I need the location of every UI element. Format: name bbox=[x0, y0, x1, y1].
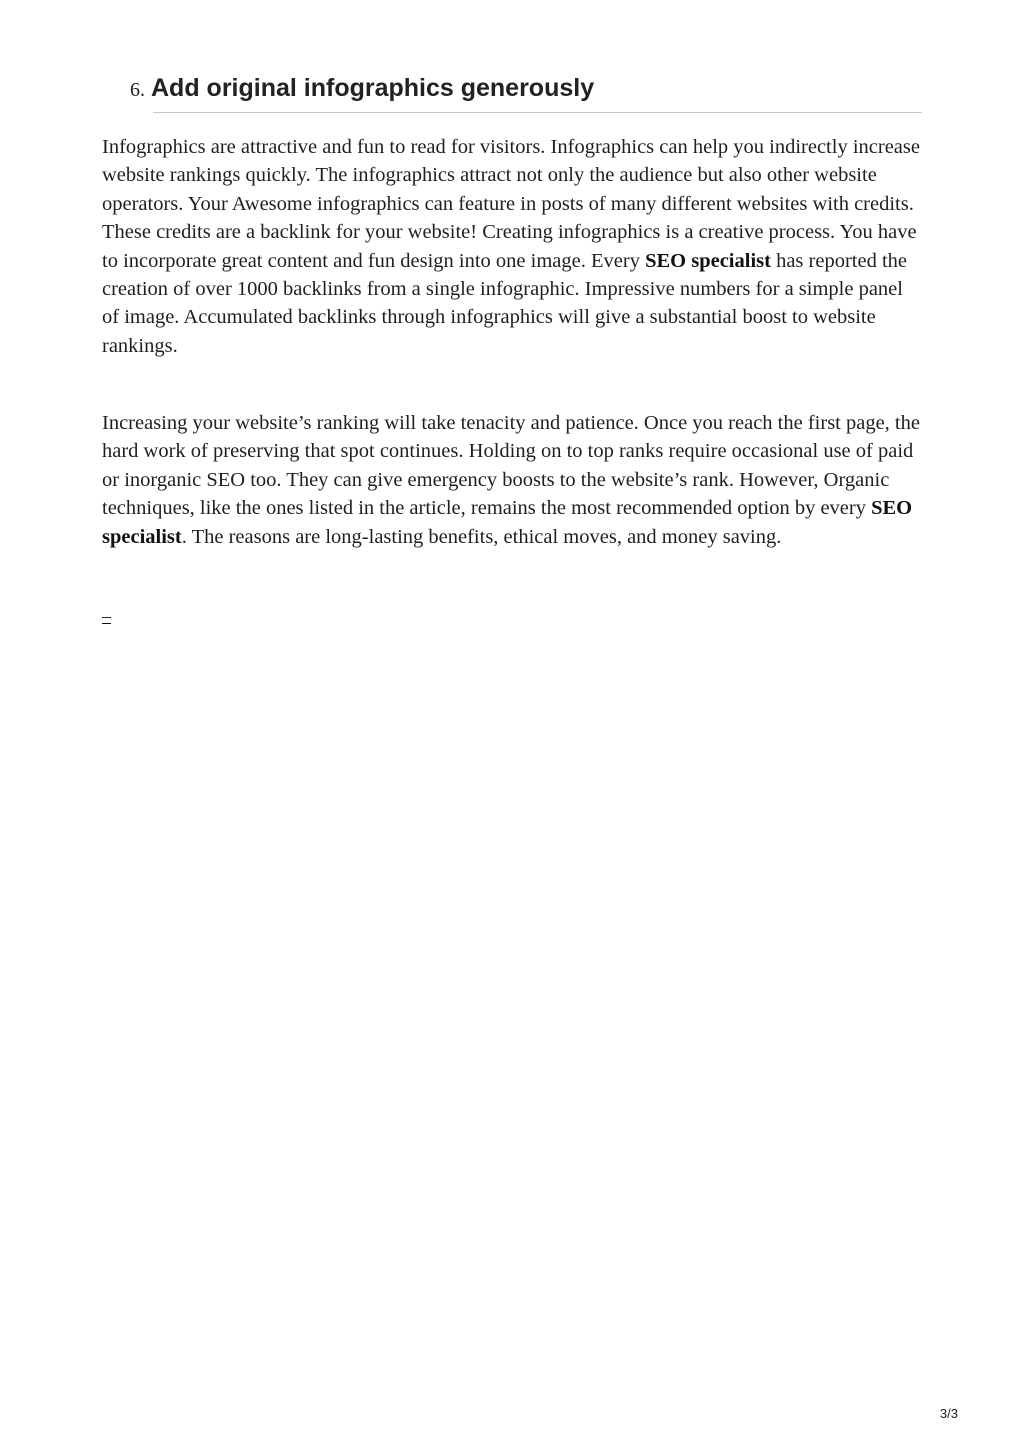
section-heading bbox=[130, 70, 922, 106]
footer-link[interactable]: – bbox=[102, 606, 111, 626]
heading-divider bbox=[153, 112, 922, 113]
seo-specialist-link[interactable]: SEO specialist bbox=[645, 249, 771, 272]
section-title: Add original infographics generously bbox=[151, 74, 595, 102]
paragraph-text: Increasing your website’s ranking will take tenacity and patience. Once you reach the first page, the hard work of preserving that spot continues. Holding on to top ranks require occasional use of paid or inorganic SEO too. They can give emergency boosts to the website’s rank. However, Organic techniques, like the ones listed in the article, remains the most recommended option by every bbox=[102, 412, 920, 520]
paragraph-text: Infographics are attractive and fun to read for visitors. Infographics can help you indirectly increase website rankings quickly. The infographics attract not only the audience but also other website operators. Your Awesome infographics can feature in posts of many different websites with credits. These credits are a backlink for your website! Creating infographics is a creative process. You have to incorporate great content and fun design into one image. Every bbox=[102, 136, 920, 272]
section-number: 6. bbox=[130, 79, 145, 101]
paragraph-text: . The reasons are long-lasting benefits, ethical moves, and money saving. bbox=[181, 525, 782, 548]
paragraph-infographics bbox=[102, 133, 922, 360]
seo-specialist-link[interactable]: SEO specialist bbox=[102, 497, 913, 548]
paragraph-conclusion bbox=[102, 409, 922, 551]
page-number: 3/3 bbox=[939, 1406, 958, 1421]
paragraph-text: has reported the creation of over 1000 backlinks from a single infographic. Impressive numbers for a simple panel of image. Accumulated backlinks through infographics will give a substantial boost to website rankings. bbox=[102, 249, 907, 357]
